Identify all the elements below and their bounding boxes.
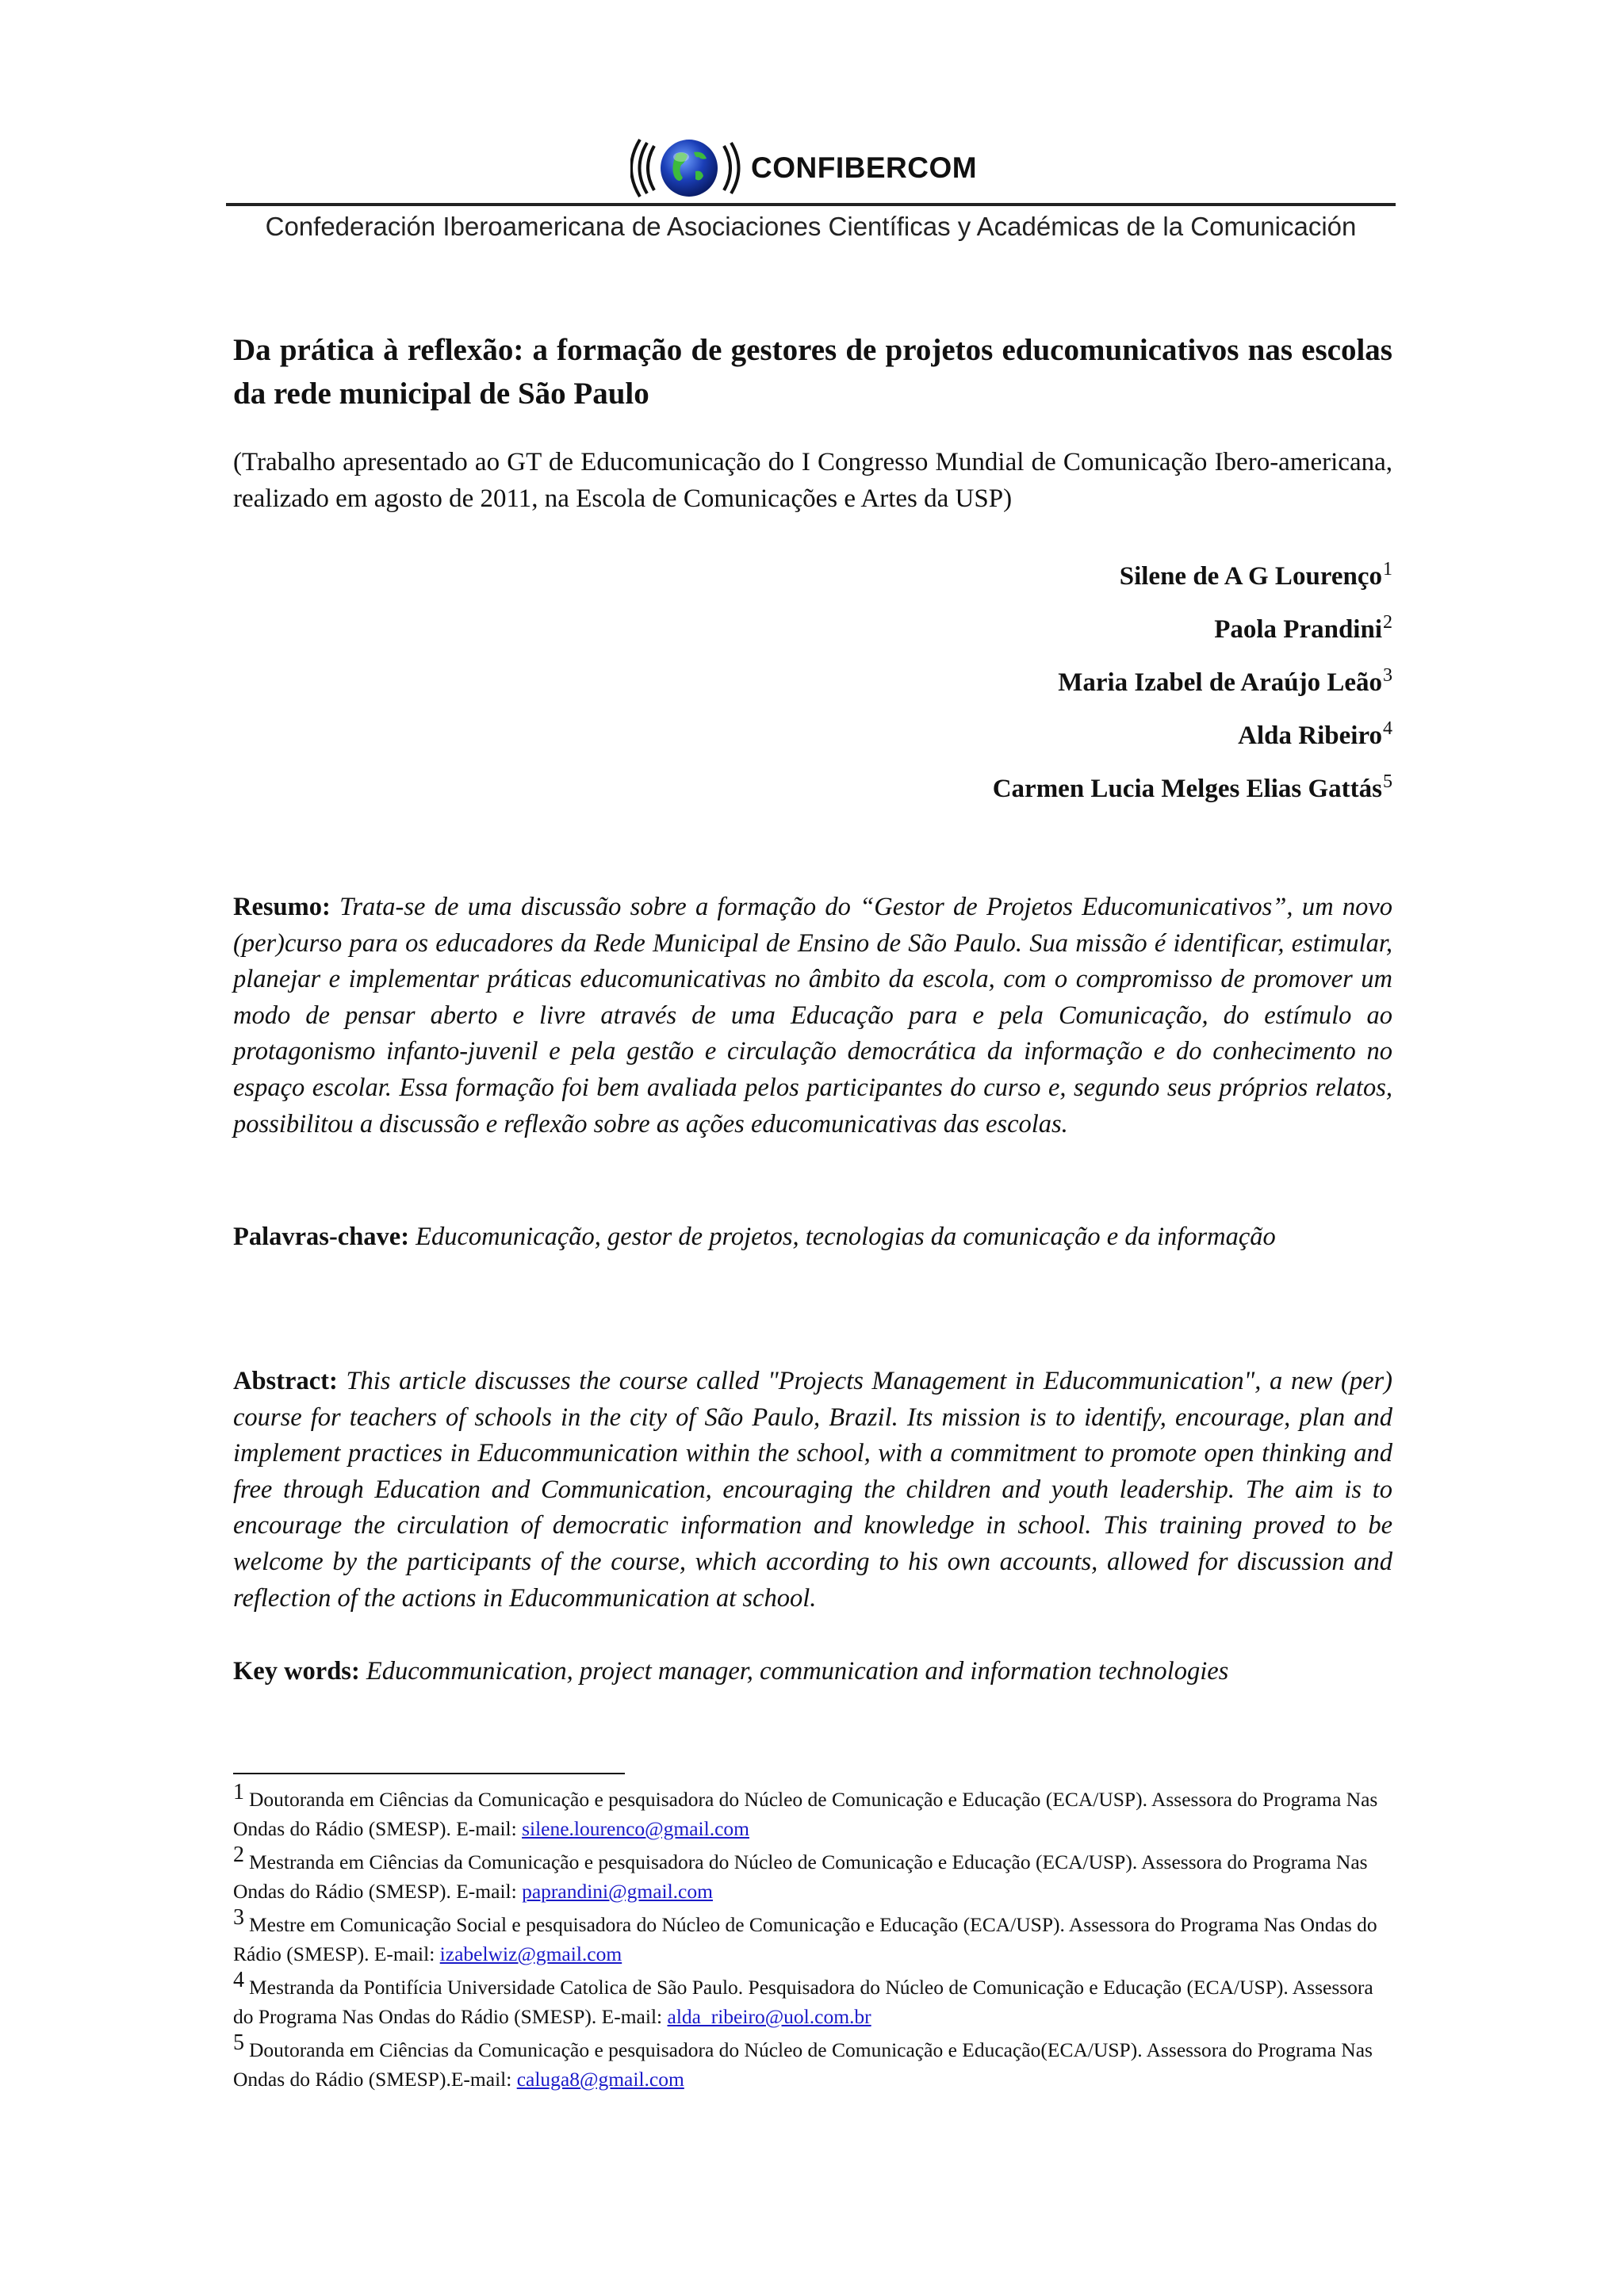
footnote-list [233,1780,1392,2099]
footnote [233,1905,1392,1969]
author [520,603,1392,656]
logo-name: CONFIBERCOM [751,151,978,184]
author [520,763,1392,816]
organization-name: Confederación Iberoamericana de Asociaciones Científicas y Académicas de la Comunicación [265,212,1357,241]
footnote-email-link[interactable]: silene.lourenco@gmail.com [522,1816,749,1840]
author-note-ref[interactable]: 1 [1383,559,1392,580]
resumo-section [233,890,1392,1142]
footnote [233,1968,1392,2031]
author-note-ref[interactable]: 4 [1383,718,1392,739]
footnote-email-link[interactable]: paprandini@gmail.com [522,1879,713,1903]
footnote-number: 2 [233,1843,244,1867]
author-name: Maria Izabel de Araújo Leão [1058,668,1382,697]
abstract-section [233,1364,1392,1617]
header-logo [630,136,977,200]
palavras-chave-label: Palavras-chave: [233,1223,410,1251]
footnote [233,2030,1392,2094]
footnote-email-link[interactable]: izabelwiz@gmail.com [439,1942,622,1965]
author-name: Carmen Lucia Melges Elias Gattás [992,775,1382,803]
abstract-text: This article discusses the course called "Projects Management in Educommunication", a new (per) course for teachers of schools in the city of São Paulo, Brazil. Its mission is to identify, encourage, plan and implement practices in Educommunication within the school, with a commitment to promote open thinking and free through Education and Communication, encouraging the children and youth leadership. The aim is to encourage the circulation of democratic information and knowledge in school. This training proved to be welcome by the participants of the course, which according to his own accounts, allowed for discussion and reflection of the actions in Educommunication at school. [233,1367,1392,1613]
resumo-text: Trata-se de uma discussão sobre a formação do “Gestor de Projetos Educomunicativos”, um novo (per)curso para os educadores da Rede Municipal de Ensino de São Paulo. Sua missão é identificar, estimular, planejar e implementar práticas educomunicativas no âmbito da escola, com o compromisso de promover um modo de pensar aberto e livre através de uma Educação para e pela Comunicação, do estímulo ao protagonismo infanto-juvenil e pela gestão e circulação democrática da informação e do conhecimento no espaço escolar. Essa formação foi bem avaliada pelos participantes do curso e, segundo seus próprios relatos, possibilitou a discussão e reflexão sobre as ações educomunicativas das escolas. [233,893,1393,1138]
author-name: Alda Ribeiro [1238,721,1382,750]
key-words-section [233,1654,1392,1690]
author-name: Silene de A G Lourenço [1119,562,1382,591]
footnote-text: Mestre em Comunicação Social e pesquisadora do Núcleo de Comunicação e Educação (ECA/USP). Assessora do Programa Nas Ondas do Rádio (SMESP). E-mail: [233,1913,1377,1965]
key-words-label: Key words: [233,1657,360,1686]
footnote [233,1780,1392,1843]
resumo-label: Resumo: [233,893,331,921]
footnote-number: 3 [233,1905,244,1930]
footnote-text: Doutoranda em Ciências da Comunicação e pesquisadora do Núcleo de Comunicação e Educação(ECA/USP). Assessora do Programa Nas Ondas do Rádio (SMESP).E-mail: [233,2038,1373,2091]
globe-signal-icon [630,136,749,200]
author-note-ref[interactable]: 2 [1383,612,1392,633]
footnote-email-link[interactable]: alda_ribeiro@uol.com.br [667,2004,871,2028]
author-list [520,550,1392,816]
key-words-text: Educommunication, project manager, communication and information technologies [366,1657,1229,1686]
author [520,656,1392,710]
header-divider [226,203,1396,206]
author-note-ref[interactable]: 5 [1383,771,1392,792]
palavras-chave-section [233,1219,1392,1256]
author [520,550,1392,603]
paper-title: Da prática à reflexão: a formação de gestores de projetos educomunicativos nas escolas da rede municipal de São Paulo [233,333,1392,411]
footnote-number: 1 [233,1780,244,1804]
footnote-text: Mestranda em Ciências da Comunicação e pesquisadora do Núcleo de Comunicação e Educação (ECA/USP). Assessora do Programa Nas Ondas do Rádio (SMESP). E-mail: [233,1850,1368,1903]
footnote-email-link[interactable]: caluga8@gmail.com [516,2067,684,2091]
footnote [233,1843,1392,1906]
footnote-number: 4 [233,1968,244,1992]
author-name: Paola Prandini [1214,615,1382,644]
author [520,710,1392,763]
footnote-text: Mestranda da Pontifícia Universidade Catolica de São Paulo. Pesquisadora do Núcleo de Comunicação e Educação (ECA/USP). Assessora do Programa Nas Ondas do Rádio (SMESP). E-mail: [233,1976,1373,2028]
footnote-divider [233,1773,625,1774]
palavras-chave-text: Educomunicação, gestor de projetos, tecnologias da comunicação e da informação [416,1223,1276,1251]
footnote-text: Doutoranda em Ciências da Comunicação e pesquisadora do Núcleo de Comunicação e Educação (ECA/USP). Assessora do Programa Nas Ondas do Rádio (SMESP). E-mail: [233,1788,1378,1840]
footnote-number: 5 [233,2030,244,2055]
presentation-note: (Trabalho apresentado ao GT de Educomunicação do I Congresso Mundial de Comunicação Ibero-americana, realizado em agosto de 2011, na Escola de Comunicações e Artes da USP) [233,448,1392,513]
author-note-ref[interactable]: 3 [1383,665,1392,686]
abstract-label: Abstract: [233,1367,338,1395]
